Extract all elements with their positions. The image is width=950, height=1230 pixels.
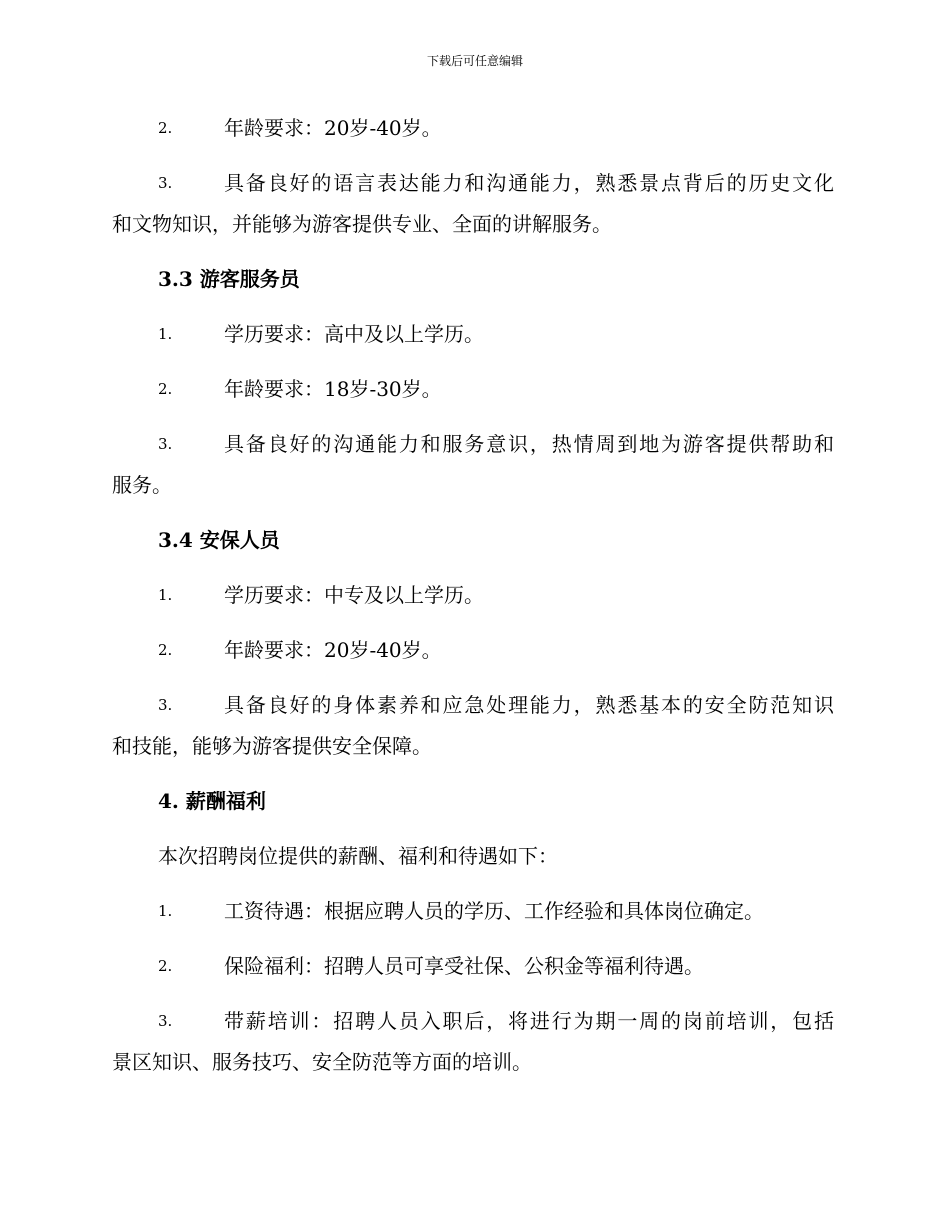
list-item-continuation: 和技能，能够为游客提供安全保障。 (112, 734, 432, 758)
list-item-text: 具备良好的沟通能力和服务意识，热情周到地为游客提供帮助和 (224, 432, 834, 456)
item-number: 1. (158, 325, 173, 343)
item-number: 1. (158, 586, 173, 604)
item-number: 3. (158, 696, 173, 714)
item-number: 3. (158, 1012, 173, 1030)
item-number: 2. (158, 380, 173, 398)
section-heading: 3.4 安保人员 (158, 528, 280, 552)
list-item-continuation: 服务。 (112, 473, 172, 497)
item-number: 3. (158, 174, 173, 192)
list-item-text: 学历要求：高中及以上学历。 (224, 322, 484, 346)
list-item-text: 学历要求：中专及以上学历。 (224, 583, 484, 607)
list-item-text: 具备良好的身体素养和应急处理能力，熟悉基本的安全防范知识 (224, 693, 834, 717)
item-number: 2. (158, 119, 173, 137)
list-item-text: 带薪培训：招聘人员入职后，将进行为期一周的岗前培训，包括 (224, 1009, 834, 1033)
list-item-text: 年龄要求：20岁-40岁。 (224, 116, 442, 140)
list-item-text: 年龄要求：18岁-30岁。 (224, 377, 442, 401)
list-item-continuation: 景区知识、服务技巧、安全防范等方面的培训。 (112, 1050, 532, 1074)
page-header: 下载后可任意编辑 (426, 54, 523, 68)
section-heading: 4. 薪酬福利 (158, 789, 266, 813)
section-heading: 3.3 游客服务员 (158, 267, 300, 291)
list-item-continuation: 和文物知识，并能够为游客提供专业、全面的讲解服务。 (112, 212, 612, 236)
item-number: 1. (158, 902, 173, 920)
item-number: 2. (158, 641, 173, 659)
list-item-text: 保险福利：招聘人员可享受社保、公积金等福利待遇。 (224, 954, 704, 978)
list-item-text: 年龄要求：20岁-40岁。 (224, 638, 442, 662)
paragraph: 本次招聘岗位提供的薪酬、福利和待遇如下： (158, 844, 558, 868)
list-item-text: 具备良好的语言表达能力和沟通能力，熟悉景点背后的历史文化 (224, 171, 834, 195)
list-item-text: 工资待遇：根据应聘人员的学历、工作经验和具体岗位确定。 (224, 899, 764, 923)
item-number: 2. (158, 957, 173, 975)
item-number: 3. (158, 435, 173, 453)
